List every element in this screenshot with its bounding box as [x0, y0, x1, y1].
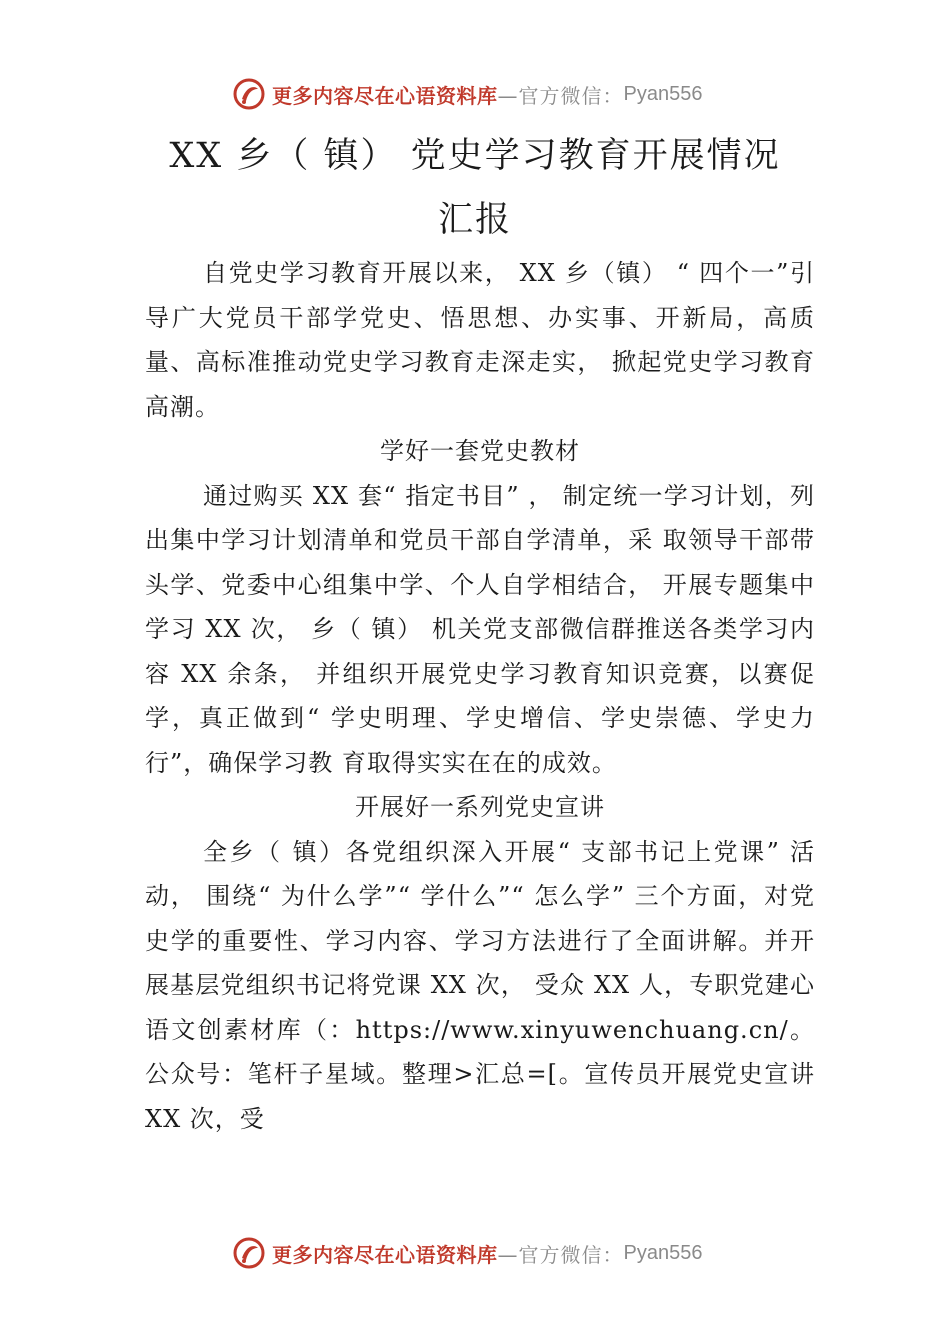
watermark-gray-text: —官方微信： — [497, 83, 624, 108]
document-body — [145, 251, 815, 1141]
document-title-line1: XX 乡（ 镇） 党史学习教育开展情况 — [169, 136, 781, 176]
watermark-red-text: 更多内容尽在心语资料库 — [272, 1242, 498, 1267]
watermark-header — [232, 74, 752, 114]
document-title-line2: 汇报 — [437, 200, 512, 240]
watermark-wechat-id: Pyan556 — [623, 1241, 703, 1264]
watermark-red-text: 更多内容尽在心语资料库 — [272, 83, 498, 108]
section-body-2: 全乡（ 镇）各党组织深入开展“ 支部书记上党课” 活动， 围绕“ 为什么学”“ 学什么”“ 怎么学” 三个方面，对党史学的重要性、学习内容、学习方法进行了全面讲解。并开展基层党组织书记将党课 XX 次， 受众 XX 人，专职党建心语文创素材库（：https://www.xinyuwenchuang.cn/。公众号：笔杆子星域。整理>汇总=[。宣传员开展党史宣讲 XX 次，受 — [145, 837, 815, 1133]
intro-paragraph: 自党史学习教育开展以来， XX 乡（镇） “ 四个一”引导广大党员干部学党史、悟思想、办实事、开新局，高质量、高标准推动党史学习教育走深走实， 掀起党史学习教育高潮。 — [145, 259, 815, 421]
watermark-footer — [232, 1233, 752, 1273]
section-body-1: 通过购买 XX 套“ 指定书目” ， 制定统一学习计划，列出集中学习计划清单和党员干部自学清单，采 取领导干部带头学、党委中心组集中学、个人自学相结合， 开展专题集中学习 XX 次， 乡（ 镇） 机关党支部微信群推送各类学习内容 XX 余条， 并组织开展党史学习教育知识竞赛，以赛促学，真正做到“ 学史明理、学史增信、学史崇德、学史力行”，确保学习教 育取得实实在在的成效。 — [145, 481, 815, 777]
watermark-wechat-id: Pyan556 — [623, 82, 703, 105]
brand-logo-icon — [232, 1236, 266, 1270]
brand-logo-icon — [232, 77, 266, 111]
section-heading-2: 开展好一系列党史宣讲 — [355, 793, 605, 821]
section-heading-1: 学好一套党史教材 — [380, 437, 580, 465]
watermark-gray-text: —官方微信： — [497, 1242, 624, 1267]
